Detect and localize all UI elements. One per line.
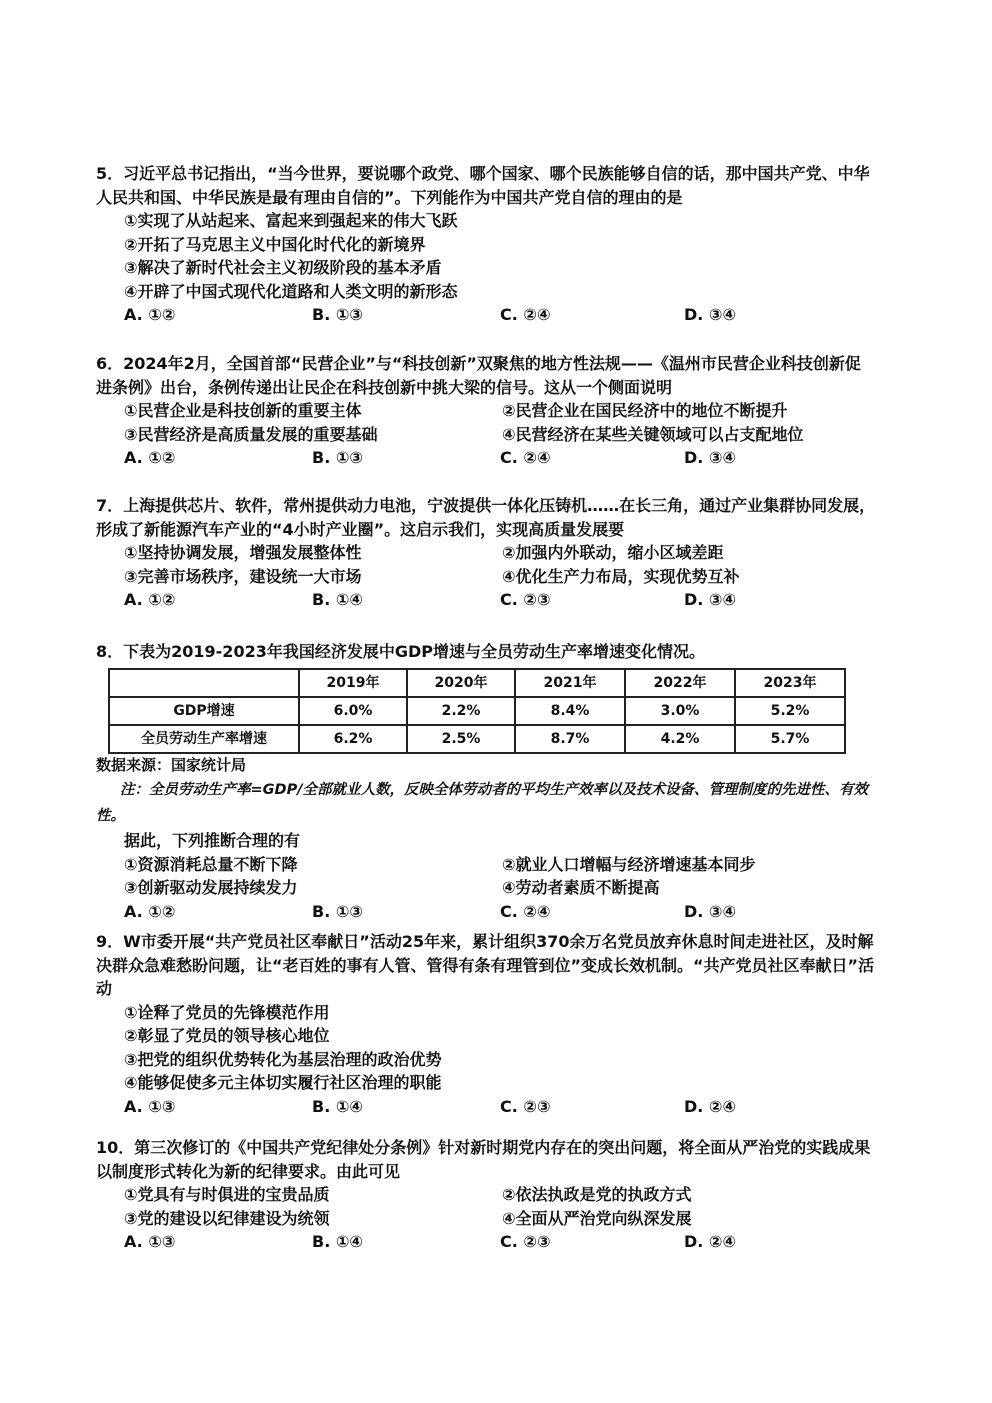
choice-b[interactable]: B. ①③ — [312, 305, 363, 324]
choice-c[interactable]: C. ②④ — [500, 901, 551, 921]
table-row-label: 全员劳动生产率增速 — [109, 725, 299, 753]
table-cell: 2.2% — [407, 697, 515, 725]
table-row — [109, 725, 845, 753]
question-stem: 6．2024年2月，全国首部“民营企业”与“科技创新”双聚焦的地方性法规——《温州市民营企业科技创新促进条例》出台，条例传递出让民企在科技创新中挑大梁的信号。这从一个侧面说明 — [96, 354, 861, 397]
choice-c[interactable]: C. ②③ — [500, 1096, 551, 1116]
choice-a[interactable]: A. ①③ — [124, 1096, 176, 1116]
answer-choices — [124, 446, 876, 470]
choice-a[interactable]: A. ①② — [124, 448, 176, 467]
table-header-cell: 2022年 — [625, 669, 735, 697]
choice-c[interactable]: C. ②③ — [500, 1232, 551, 1251]
question-stem: 9．W市委开展“共产党员社区奉献日”活动25年来，累计组织370余万名党员放弃休息时间走进社区，及时解决群众急难愁盼问题，让“老百姓的事有人管、管得有条有理管到位”变成长效机制。“共产党员社区奉献日”活动 — [96, 932, 875, 998]
statement-2: ②彰显了党员的领导核心地位 — [124, 1026, 330, 1045]
choice-a[interactable]: A. ①② — [124, 901, 176, 921]
table-cell: 8.4% — [515, 697, 625, 725]
question-8 — [96, 640, 876, 923]
choice-d[interactable]: D. ③④ — [684, 901, 737, 921]
statement-1: ①资源消耗总量不断下降 — [124, 854, 298, 874]
table-cell: 2.5% — [407, 725, 515, 753]
answer-choices — [124, 588, 876, 612]
statement-2: ②开拓了马克思主义中国化时代化的新境界 — [124, 234, 426, 254]
statement-1: ①民营企业是科技创新的重要主体 — [124, 401, 362, 420]
question-6 — [96, 352, 876, 470]
statement-grid — [124, 853, 876, 900]
statement-2: ②民营企业在国民经济中的地位不断提升 — [502, 401, 788, 420]
table-header-row — [109, 669, 845, 697]
choice-b[interactable]: B. ①③ — [312, 901, 363, 921]
choice-d[interactable]: D. ③④ — [684, 590, 737, 609]
answer-choices — [124, 303, 876, 327]
statement-2: ②就业人口增幅与经济增速基本同步 — [502, 854, 756, 874]
table-cell: 4.2% — [625, 725, 735, 753]
statement-1: ①诠释了党员的先锋模范作用 — [124, 1002, 330, 1022]
question-lead: 据此，下列推断合理的有 — [124, 831, 301, 850]
question-5 — [96, 162, 876, 327]
question-stem: 5．习近平总书记指出，“当今世界，要说哪个政党、哪个国家、哪个民族能够自信的话，那中国共产党、中华人民共和国、中华民族是最有理由自信的”。下列能作为中国共产党自信的理由的是 — [96, 164, 870, 207]
answer-choices — [124, 1230, 876, 1254]
choice-c[interactable]: C. ②④ — [500, 305, 551, 324]
statement-grid — [124, 541, 876, 588]
choice-a[interactable]: A. ①② — [124, 590, 176, 609]
statement-3: ③民营经济是高质量发展的重要基础 — [124, 424, 378, 444]
statement-2: ②加强内外联动，缩小区域差距 — [502, 543, 724, 562]
statement-3: ③完善市场秩序，建设统一大市场 — [124, 566, 362, 586]
data-source: 数据来源：国家统计局 — [96, 755, 247, 774]
statement-4: ④能够促使多元主体切实履行社区治理的职能 — [124, 1073, 442, 1092]
choice-c[interactable]: C. ②③ — [500, 590, 551, 609]
table-header-cell: 2023年 — [735, 669, 845, 697]
table-cell: 6.2% — [299, 725, 407, 753]
choice-c[interactable]: C. ②④ — [500, 448, 551, 467]
statement-4: ④优化生产力布局，实现优势互补 — [502, 566, 740, 586]
statement-4: ④劳动者素质不断提高 — [502, 878, 660, 897]
answer-choices — [124, 900, 876, 924]
table-header-cell: 2020年 — [407, 669, 515, 697]
data-table — [108, 668, 846, 754]
table-cell: 3.0% — [625, 697, 735, 725]
choice-d[interactable]: D. ③④ — [684, 305, 737, 324]
table-cell: 6.0% — [299, 697, 407, 725]
table-row — [109, 697, 845, 725]
choice-a[interactable]: A. ①③ — [124, 1232, 176, 1251]
statement-4: ④开辟了中国式现代化道路和人类文明的新形态 — [124, 281, 458, 301]
question-10 — [96, 1136, 876, 1254]
table-row-label: GDP增速 — [109, 697, 299, 725]
table-cell: 8.7% — [515, 725, 625, 753]
statement-3: ③把党的组织优势转化为基层治理的政治优势 — [124, 1049, 442, 1069]
choice-d[interactable]: D. ②④ — [684, 1232, 737, 1251]
question-7 — [96, 494, 876, 612]
statement-3: ③党的建设以纪律建设为统领 — [124, 1208, 330, 1228]
question-stem: 8．下表为2019-2023年我国经济发展中GDP增速与全员劳动生产率增速变化情况。 — [96, 642, 705, 661]
choice-d[interactable]: D. ②④ — [684, 1096, 737, 1116]
table-cell: 5.2% — [735, 697, 845, 725]
choice-b[interactable]: B. ①④ — [312, 590, 363, 609]
table-header-cell: 2019年 — [299, 669, 407, 697]
table-header-cell — [109, 669, 299, 697]
statement-4: ④民营经济在某些关键领域可以占支配地位 — [502, 424, 804, 444]
choice-a[interactable]: A. ①② — [124, 305, 176, 324]
statement-1: ①坚持协调发展，增强发展整体性 — [124, 543, 362, 562]
choice-b[interactable]: B. ①④ — [312, 1232, 363, 1251]
choice-d[interactable]: D. ③④ — [684, 448, 737, 467]
choice-b[interactable]: B. ①③ — [312, 448, 363, 467]
statement-3: ③创新驱动发展持续发力 — [124, 878, 298, 897]
question-stem: 7．上海提供芯片、软件，常州提供动力电池，宁波提供一体化压铸机……在长三角，通过产业集群协同发展，形成了新能源汽车产业的“4小时产业圈”。这启示我们，实现高质量发展要 — [96, 496, 876, 539]
table-note: 注：全员劳动生产率=GDP/全部就业人数，反映全体劳动者的平均生产效率以及技术设备、管理制度的先进性、有效性。 — [96, 782, 869, 824]
table-header-cell: 2021年 — [515, 669, 625, 697]
table-cell: 5.7% — [735, 725, 845, 753]
answer-choices — [124, 1095, 876, 1119]
question-9 — [96, 930, 876, 1118]
choice-b[interactable]: B. ①④ — [312, 1096, 363, 1116]
statement-1: ①党具有与时俱进的宝贵品质 — [124, 1185, 330, 1204]
statement-1: ①实现了从站起来、富起来到强起来的伟大飞跃 — [124, 211, 458, 230]
statement-grid — [124, 1183, 876, 1230]
question-stem: 10．第三次修订的《中国共产党纪律处分条例》针对新时期党内存在的突出问题，将全面从严治党的实践成果以制度形式转化为新的纪律要求。由此可见 — [96, 1138, 871, 1181]
statement-2: ②依法执政是党的执政方式 — [502, 1185, 692, 1204]
statement-3: ③解决了新时代社会主义初级阶段的基本矛盾 — [124, 258, 442, 277]
statement-grid — [124, 399, 876, 446]
statement-4: ④全面从严治党向纵深发展 — [502, 1208, 692, 1228]
